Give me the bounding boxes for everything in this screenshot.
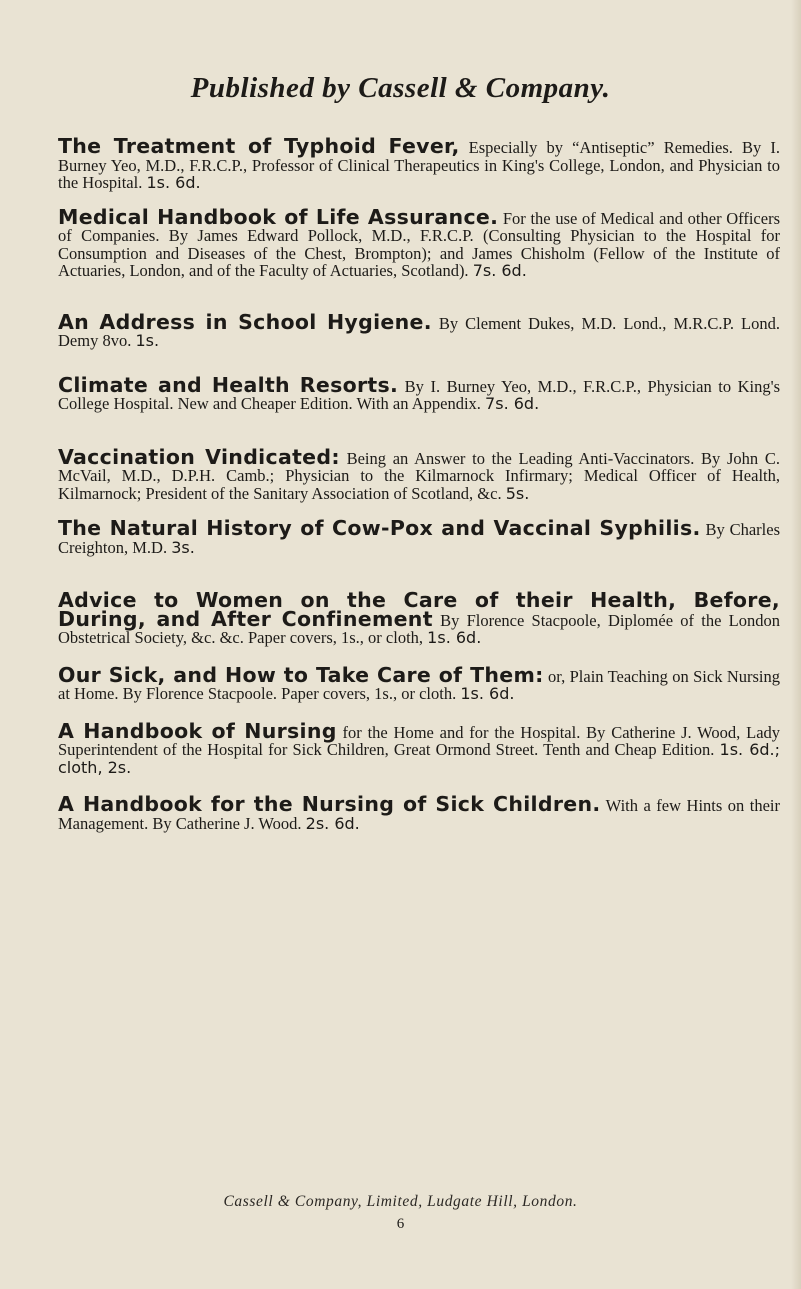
publisher-footer: Cassell & Company, Limited, Ludgate Hill, London. [223, 1193, 578, 1210]
book-entry [58, 662, 780, 703]
book-title: Medical Handbook of Life Assurance. [58, 204, 499, 229]
book-price: 1s. 6d. [146, 173, 201, 192]
book-description: By I. Burney Yeo, M.D., F.R.C.P., Physician to King's College Hospital. New and Cheaper Edition. With an Appendix. [58, 376, 781, 413]
book-entry [58, 444, 781, 503]
book-description: Being an Answer to the Leading Anti-Vaccinators. By John C. McVail, M.D., D.P.H. Camb.; Physician to the Kilmarnock Infirmary; Medical Officer of Health, Kilmarnock; President of the Sanitary Association of Scotland, &c. [58, 448, 781, 503]
book-price: 7s. 6d. [485, 394, 540, 413]
publisher-header: Published by Cassell & Company. [190, 72, 611, 104]
book-price: 1s. 6d. [427, 628, 482, 647]
book-list [58, 134, 781, 833]
book-description: For the use of Medical and other Officers of Companies. By James Edward Pollock, M.D., F.R.C.P. (Consulting Physician to the Hospital for Consumption and Diseases of the Chest, Brompton); and James Chisholm (Fellow of the Institute of Actuaries, London, and of the Faculty of Actuaries, Scotland). [58, 208, 780, 280]
book-title: Advice to Women on the Care of their Health, Before, During, and After Confinement [58, 588, 780, 631]
book-title: An Address in School Hygiene. [58, 309, 432, 334]
book-title: The Natural History of Cow-Pox and Vaccinal Syphilis. [58, 516, 701, 540]
book-price: 2s. 6d. [305, 813, 360, 833]
book-entry [58, 588, 781, 647]
book-title: Vaccination Vindicated: [58, 444, 340, 469]
page-edge [791, 0, 801, 1289]
book-price: 1s. 6d. [460, 684, 515, 703]
book-title: A Handbook for the Nursing of Sick Children. [58, 792, 601, 816]
book-description: or, Plain Teaching on Sick Nursing at Home. By Florence Stacpoole. Paper covers, 1s., or cloth. [58, 666, 780, 703]
page-number: 6 [396, 1216, 405, 1232]
book-entry [58, 309, 780, 350]
book-price: 1s. 6d.; cloth, 2s. [58, 740, 781, 777]
book-description: By Florence Stacpoole, Diplomée of the London Obstetrical Society, &c. &c. Paper covers, 1s., or cloth, [58, 610, 781, 647]
book-price: 3s. [171, 537, 195, 557]
book-description: With a few Hints on their Management. By Catherine J. Wood. [58, 796, 781, 833]
book-entry [58, 516, 780, 557]
book-description: By Charles Creighton, M.D. [58, 520, 780, 557]
book-entry [58, 372, 781, 413]
book-entry [58, 204, 780, 280]
book-description: Especially by “Antiseptic” Remedies. By I. Burney Yeo, M.D., F.R.C.P., Professor of Clinical Therapeutics in King's College, London, and Physician to the Hospital. [58, 138, 780, 192]
book-entry [58, 792, 781, 833]
book-title: Our Sick, and How to Take Care of Them: [58, 662, 544, 687]
book-title: The Treatment of Typhoid Fever, [58, 134, 460, 158]
book-description: for the Home and for the Hospital. By Catherine J. Wood, Lady Superintendent of the Hospital for Sick Children, Great Ormond Street. Tenth and Cheap Edition. [58, 722, 781, 759]
book-entry [58, 718, 781, 777]
book-entry [58, 134, 780, 192]
book-description: By Clement Dukes, M.D. Lond., M.R.C.P. Lond. Demy 8vo. [58, 313, 780, 350]
book-price: 7s. 6d. [472, 261, 527, 280]
book-price: 5s. [505, 483, 530, 503]
book-title: Climate and Health Resorts. [58, 372, 399, 397]
book-price: 1s. [135, 331, 160, 350]
book-title: A Handbook of Nursing [58, 718, 337, 743]
